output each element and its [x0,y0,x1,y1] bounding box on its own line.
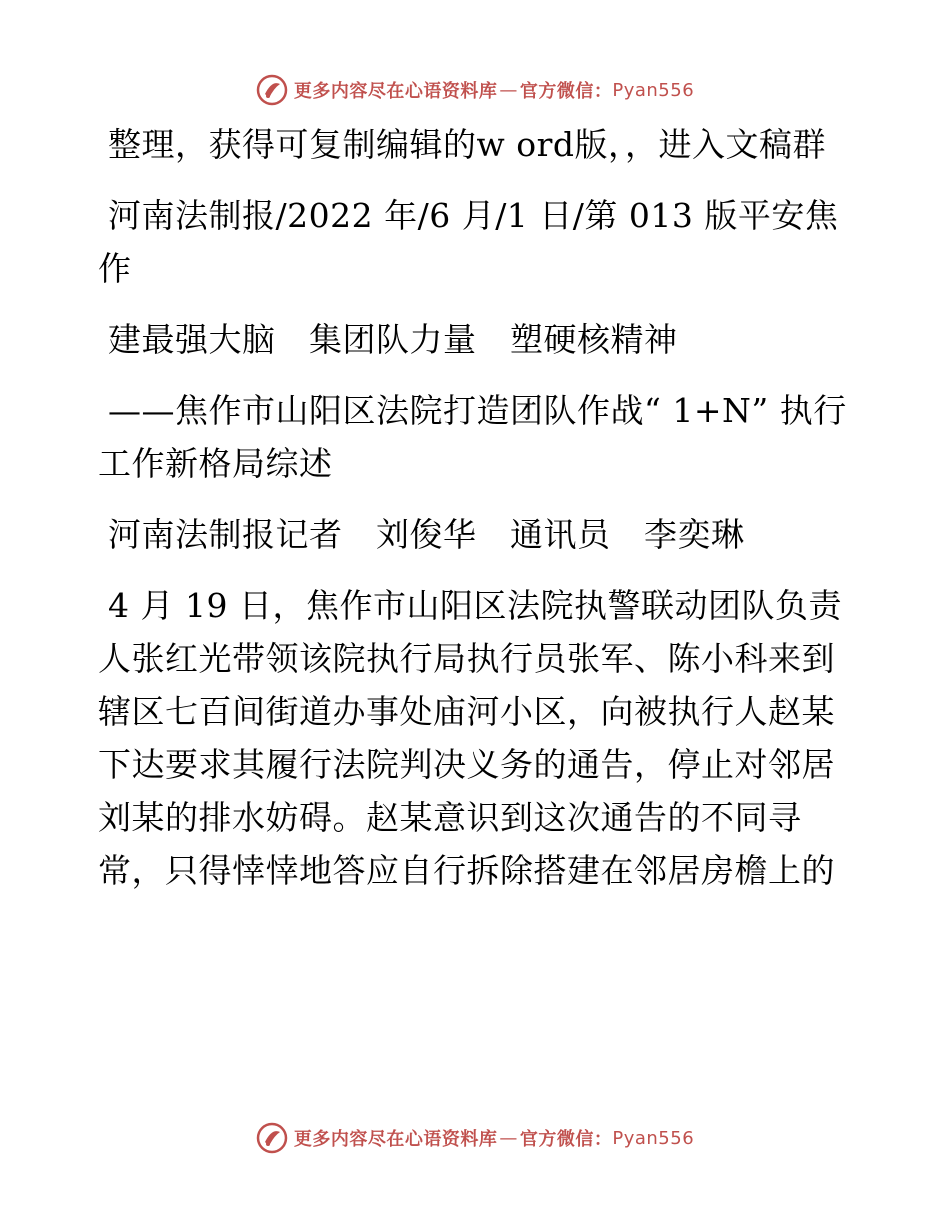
watermark-wechat-id: Pyan556 [612,79,695,101]
logo-icon [256,1122,288,1154]
watermark-separator: — [499,1127,518,1149]
header-watermark [0,70,950,110]
watermark-separator: — [499,79,518,101]
watermark-text: 更多内容尽在心语资料库 [293,1129,498,1150]
document-body [98,118,850,897]
article-title: 建最强大脑 集团队力量 塑硬核精神 [108,320,678,359]
paragraph-source: 河南法制报/2022 年/6 月/1 日/第 013 版平安焦作 [98,196,839,288]
article-subtitle: ——焦作市山阳区法院打造团队作战“ 1+N” 执行工作新格局综述 [98,391,847,483]
article-byline: 河南法制报记者 刘俊华 通讯员 李奕琳 [108,515,745,554]
paragraph-body: 4 月 19 日，焦作市山阳区法院执警联动团队负责人张红光带领该院执行局执行员张军、陈小科来到辖区七百间街道办事处庙河小区，向被执行人赵某下达要求其履行法院判决义务的通告，停止对邻居刘某的排水妨碍。赵某意识到这次通告的不同寻常，只得悻悻地答应自行拆除搭建在邻居房檐上的 [98,586,842,890]
watermark-wechat-id: Pyan556 [612,1127,695,1149]
paragraph-intro: 整理，获得可复制编辑的w ord版，，进入文稿群 [108,125,827,164]
watermark-wechat-label: 官方微信： [519,1129,613,1150]
footer-watermark [0,1118,950,1158]
watermark-text: 更多内容尽在心语资料库 [293,81,498,102]
logo-icon [256,74,288,106]
watermark-wechat-label: 官方微信： [519,81,613,102]
